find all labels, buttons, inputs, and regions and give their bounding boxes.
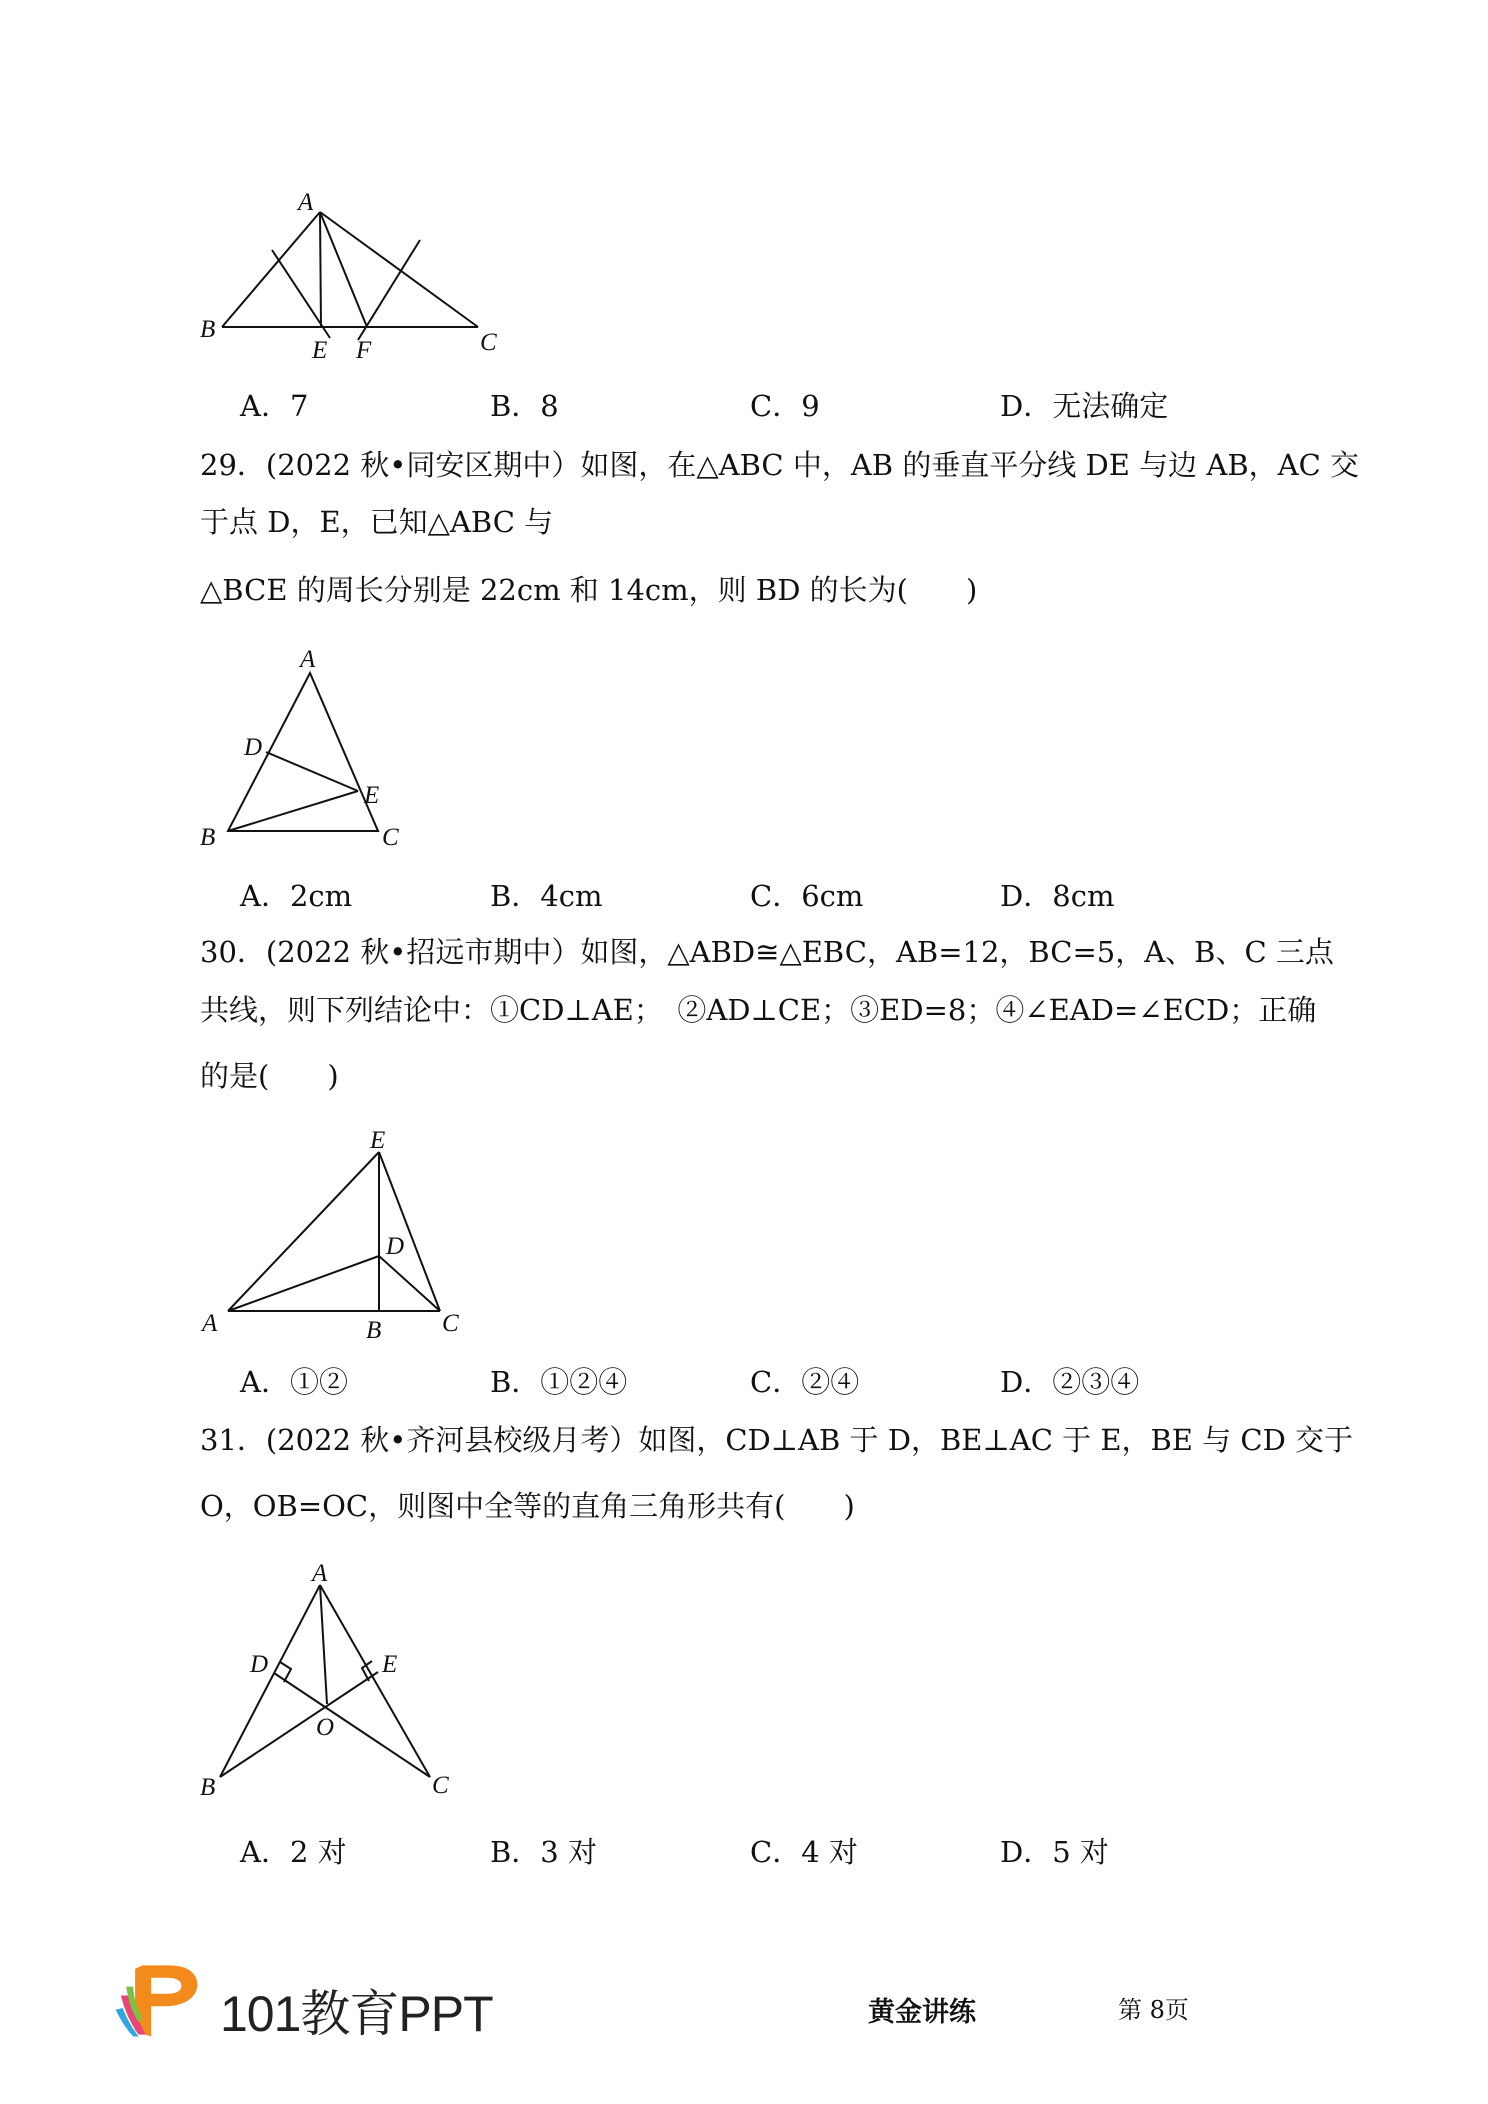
q31-option-a: A．2 对 xyxy=(240,1835,347,1869)
fig28-label-E: E xyxy=(312,337,328,364)
fig28-label-B: B xyxy=(200,316,216,343)
fig30-label-A: A xyxy=(202,1310,218,1337)
q31-option-d: D．5 对 xyxy=(1000,1835,1109,1869)
q31-option-c: C．4 对 xyxy=(750,1835,858,1869)
figure-q30 xyxy=(190,1128,470,1348)
q30-line-3: 的是( ) xyxy=(200,1059,339,1093)
fig30-label-E: E xyxy=(370,1128,386,1154)
fig29-label-B: B xyxy=(200,824,216,851)
fig30-label-B: B xyxy=(366,1317,382,1344)
q31-option-b: B．3 对 xyxy=(490,1835,597,1869)
page-number: 第 8页 xyxy=(1118,1996,1189,2024)
q29-line-1: 29．(2022 秋•同安区期中）如图，在△ABC 中，AB 的垂直平分线 DE 与边 AB，AC 交 xyxy=(200,448,1359,482)
fig29-label-E: E xyxy=(364,782,380,809)
q28-option-a: A．7 xyxy=(240,389,309,423)
figure-q31 xyxy=(190,1555,470,1805)
fig31-label-D: D xyxy=(250,1651,269,1678)
q31-line-1: 31．(2022 秋•齐河县校级月考）如图，CD⊥AB 于 D，BE⊥AC 于 E，BE 与 CD 交于 xyxy=(200,1423,1354,1457)
fig31-label-C: C xyxy=(432,1772,449,1799)
figure-q29 xyxy=(190,645,420,855)
figure-q28 xyxy=(190,190,520,370)
q29-option-c: C．6cm xyxy=(750,879,864,913)
q30-line-2: 共线，则下列结论中：①CD⊥AE； ②AD⊥CE；③ED=8；④∠EAD=∠ECD；正确 xyxy=(200,993,1317,1027)
fig30-label-C: C xyxy=(442,1310,459,1337)
q30-option-a: A．①② xyxy=(240,1365,348,1399)
fig29-label-D: D xyxy=(244,734,263,761)
q30-option-b: B．①②④ xyxy=(490,1365,628,1399)
fig30-label-D: D xyxy=(386,1233,405,1260)
fig31-label-A: A xyxy=(312,1560,328,1587)
brand-logo-icon xyxy=(110,1960,210,2040)
brand-name: 101教育PPT xyxy=(220,1986,493,2042)
q28-option-c: C．9 xyxy=(750,389,820,423)
q29-line-3: △BCE 的周长分别是 22cm 和 14cm，则 BD 的长为( ) xyxy=(200,573,978,607)
fig31-label-O: O xyxy=(316,1714,335,1741)
q28-option-d: D．无法确定 xyxy=(1000,389,1169,423)
q30-line-1: 30．(2022 秋•招远市期中）如图，△ABD≅△EBC，AB=12，BC=5，A、B、C 三点 xyxy=(200,935,1334,969)
fig28-label-A: A xyxy=(298,190,314,216)
q29-line-2: 于点 D，E，已知△ABC 与 xyxy=(200,505,554,539)
footer-title: 黄金讲练 xyxy=(868,1997,976,2028)
fig28-label-C: C xyxy=(480,329,497,356)
q29-option-b: B．4cm xyxy=(490,879,603,913)
fig31-label-E: E xyxy=(382,1651,398,1678)
fig29-label-A: A xyxy=(300,646,316,673)
q30-option-c: C．②④ xyxy=(750,1365,860,1399)
q31-line-2: O，OB=OC，则图中全等的直角三角形共有( ) xyxy=(200,1489,855,1523)
fig29-label-C: C xyxy=(382,824,399,851)
fig28-label-F: F xyxy=(356,337,372,364)
q29-option-a: A．2cm xyxy=(240,879,353,913)
q30-option-d: D．②③④ xyxy=(1000,1365,1140,1399)
q28-option-b: B．8 xyxy=(490,389,559,423)
q29-option-d: D．8cm xyxy=(1000,879,1115,913)
fig31-label-B: B xyxy=(200,1774,216,1801)
